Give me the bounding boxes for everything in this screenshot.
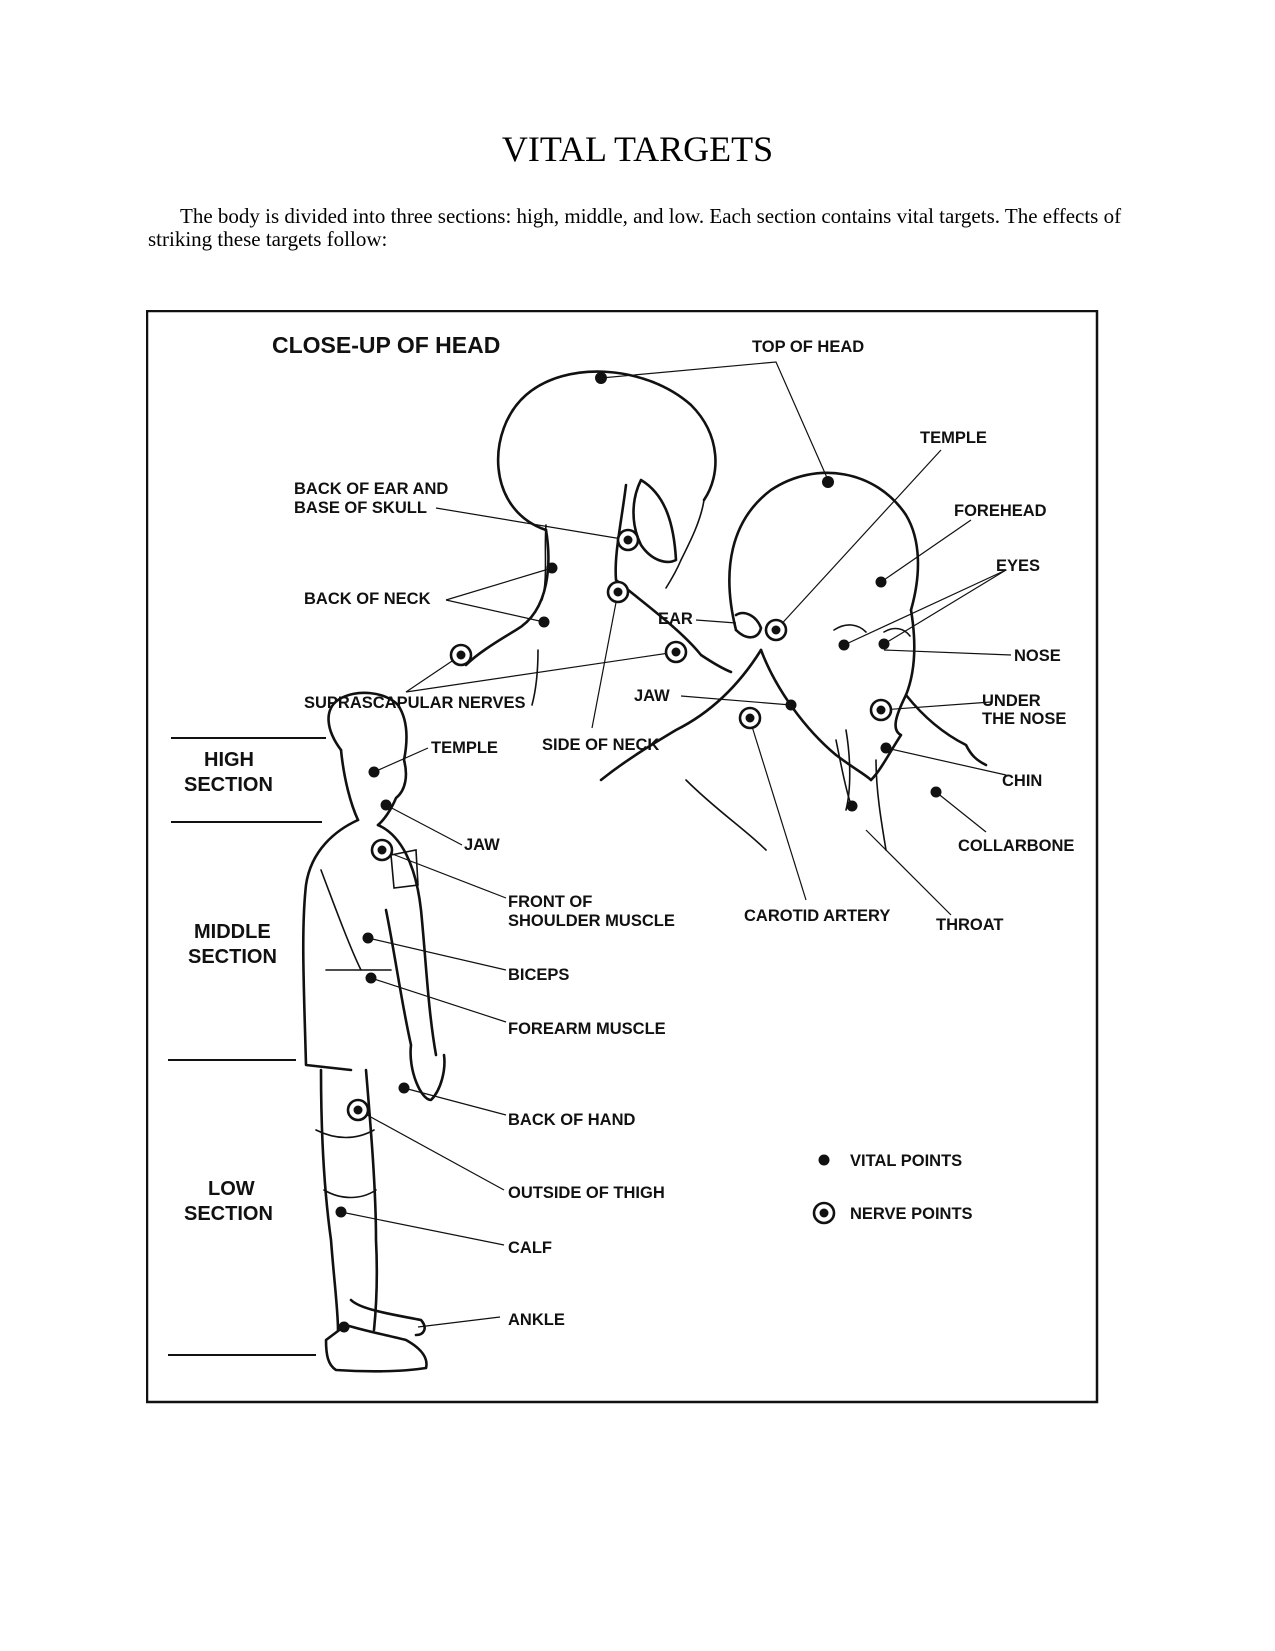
label-back-of-neck: BACK OF NECK <box>304 590 431 608</box>
label-high-section-1: HIGH <box>204 749 254 771</box>
legend-vital-points: VITAL POINTS <box>850 1152 963 1170</box>
label-collarbone: COLLARBONE <box>958 837 1075 855</box>
label-front-of-shoulder-1: FRONT OF <box>508 893 593 911</box>
label-low-section-2: SECTION <box>184 1203 273 1225</box>
closeup-title: CLOSE-UP OF HEAD <box>272 332 501 358</box>
label-suprascapular-nerves: SUPRASCAPULAR NERVES <box>304 694 526 712</box>
label-head-jaw: JAW <box>634 687 670 705</box>
legend-nerve-point-icon <box>814 1203 834 1223</box>
intro-paragraph: The body is divided into three sections: high, middle, and low. Each section contains vital targets. The effects of striking these targets follow: <box>148 204 1122 251</box>
label-throat: THROAT <box>936 916 1004 934</box>
label-nose: NOSE <box>1014 647 1061 665</box>
label-middle-section-2: SECTION <box>188 946 277 968</box>
legend-vital-point-icon <box>819 1155 830 1166</box>
figure-frame <box>147 311 1097 1402</box>
label-high-section-2: SECTION <box>184 774 273 796</box>
label-chin: CHIN <box>1002 772 1043 790</box>
label-under-the-nose-1: UNDER <box>982 692 1041 710</box>
label-back-of-hand: BACK OF HAND <box>508 1111 636 1129</box>
label-ankle: ANKLE <box>508 1311 565 1329</box>
label-forehead: FOREHEAD <box>954 502 1047 520</box>
label-top-of-head: TOP OF HEAD <box>752 338 865 356</box>
label-back-of-ear-1: BACK OF EAR AND <box>294 480 449 498</box>
page-title: VITAL TARGETS <box>501 129 774 169</box>
label-middle-section-1: MIDDLE <box>194 921 271 943</box>
label-eyes: EYES <box>996 557 1041 575</box>
vital-targets-figure <box>146 310 1136 1440</box>
label-body-temple: TEMPLE <box>431 739 498 757</box>
label-body-jaw: JAW <box>464 836 500 854</box>
label-side-of-neck: SIDE OF NECK <box>542 736 660 754</box>
label-ear: EAR <box>658 610 693 628</box>
legend-nerve-points: NERVE POINTS <box>850 1205 973 1223</box>
label-under-the-nose-2: THE NOSE <box>982 710 1067 728</box>
label-outside-of-thigh: OUTSIDE OF THIGH <box>508 1184 665 1202</box>
label-low-section-1: LOW <box>208 1178 255 1200</box>
label-head-temple: TEMPLE <box>920 429 987 447</box>
label-forearm-muscle: FOREARM MUSCLE <box>508 1020 666 1038</box>
label-front-of-shoulder-2: SHOULDER MUSCLE <box>508 912 675 930</box>
label-calf: CALF <box>508 1239 552 1257</box>
label-carotid-artery: CAROTID ARTERY <box>744 907 891 925</box>
label-biceps: BICEPS <box>508 966 570 984</box>
label-back-of-ear-2: BASE OF SKULL <box>294 499 427 517</box>
